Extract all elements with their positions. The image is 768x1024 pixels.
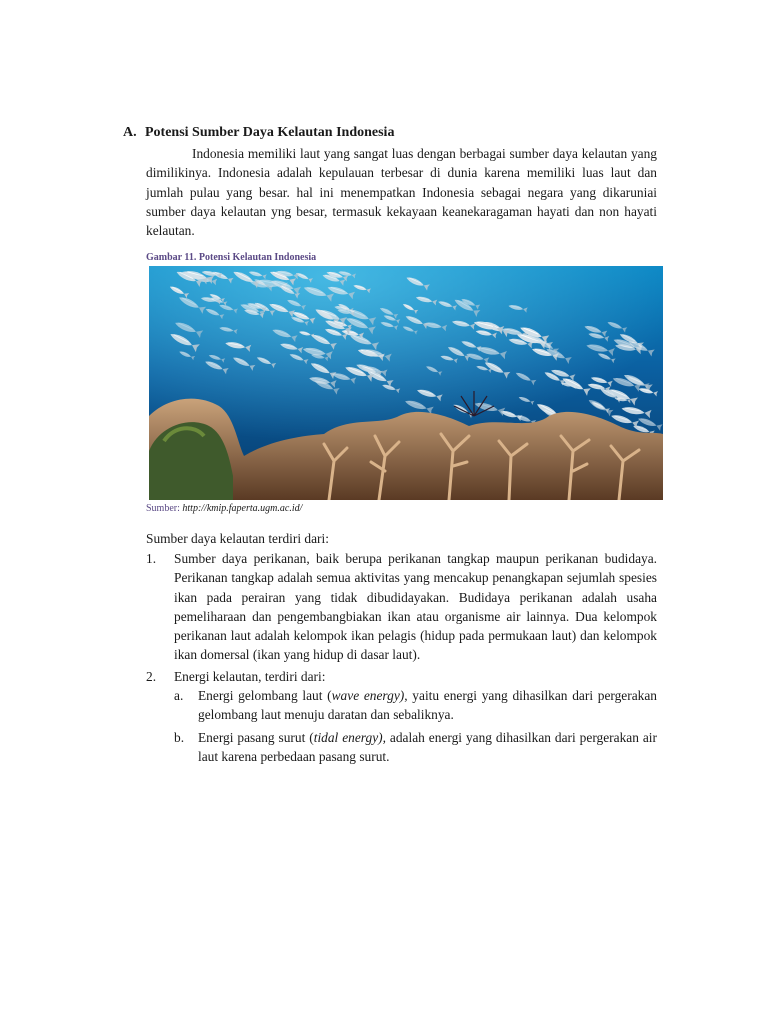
lead-text: Sumber daya kelautan terdiri dari: <box>146 531 329 546</box>
source-label: Sumber: <box>146 503 180 514</box>
list-item-text: Sumber daya perikanan, baik berupa perikanan tangkap maupun perikanan budidaya. Perikanan tangkap adalah semua aktivitas yang mencakup penangkapan sejumlah spesies ikan pada perairan yang tidak dibudidayakan. Budidaya perikanan adalah usaha pemeliharaan dan pengembangbiakan ikan atau organisme air lainnya. Dua kelompok perikanan laut adalah kelompok ikan pelagis (hidup pada permukaan laut) dan kelompok ikan domersal (ikan yang hidup di dasar laut). <box>174 551 657 663</box>
figure-caption: Gambar 11. Potensi Kelautan Indonesia <box>146 252 317 263</box>
section-letter: A. <box>123 125 137 140</box>
sub-item-text <box>198 686 657 725</box>
underwater-photo <box>149 266 663 500</box>
sub-item-text-post: adalah energi yang dihasilkan dari pergerakan air laut karena perbedaan pasang surut. <box>198 729 657 764</box>
list-item <box>146 667 657 766</box>
figure-photo <box>149 266 663 500</box>
resource-list <box>146 549 657 769</box>
section-heading <box>123 124 663 142</box>
list-item-number: 1. <box>146 551 157 566</box>
sub-item-letter: b. <box>174 729 185 745</box>
sub-item-letter: a. <box>174 688 184 704</box>
sub-list-item <box>174 686 657 725</box>
sub-item-text-pre: Energi gelombang laut ( <box>198 688 332 704</box>
sub-item-text <box>198 728 657 767</box>
list-item-text: Energi kelautan, terdiri dari: <box>174 668 326 684</box>
list-item <box>146 549 657 665</box>
sub-item-text-post: , yaitu energi yang dihasilkan dari pergerakan gelombang laut menuju daratan dan sebaliknya. <box>198 688 657 723</box>
section-title: Potensi Sumber Daya Kelautan Indonesia <box>145 125 395 140</box>
sub-item-term: tidal energy), <box>313 729 386 745</box>
sub-item-term: wave energy) <box>331 688 405 704</box>
list-item-number: 2. <box>146 668 157 684</box>
figure-source <box>146 503 302 514</box>
intro-paragraph: Indonesia memiliki laut yang sangat luas dengan berbagai sumber daya kelautan yang dimilikinya. Indonesia adalah kepulauan terbesar di dunia karena memiliki luas laut dan jumlah pulau yang besar. hal ini menempatkan Indonesia sebagai negara yang dikaruniai sumber daya kelautan yng besar, termasuk kekayaan keanekaragaman hayati dan non hayati kelautan. <box>146 146 657 239</box>
source-url: http://kmip.faperta.ugm.ac.id/ <box>182 503 303 514</box>
sub-item-text-pre: Energi pasang surut ( <box>198 729 314 745</box>
sub-list-item <box>174 728 657 767</box>
